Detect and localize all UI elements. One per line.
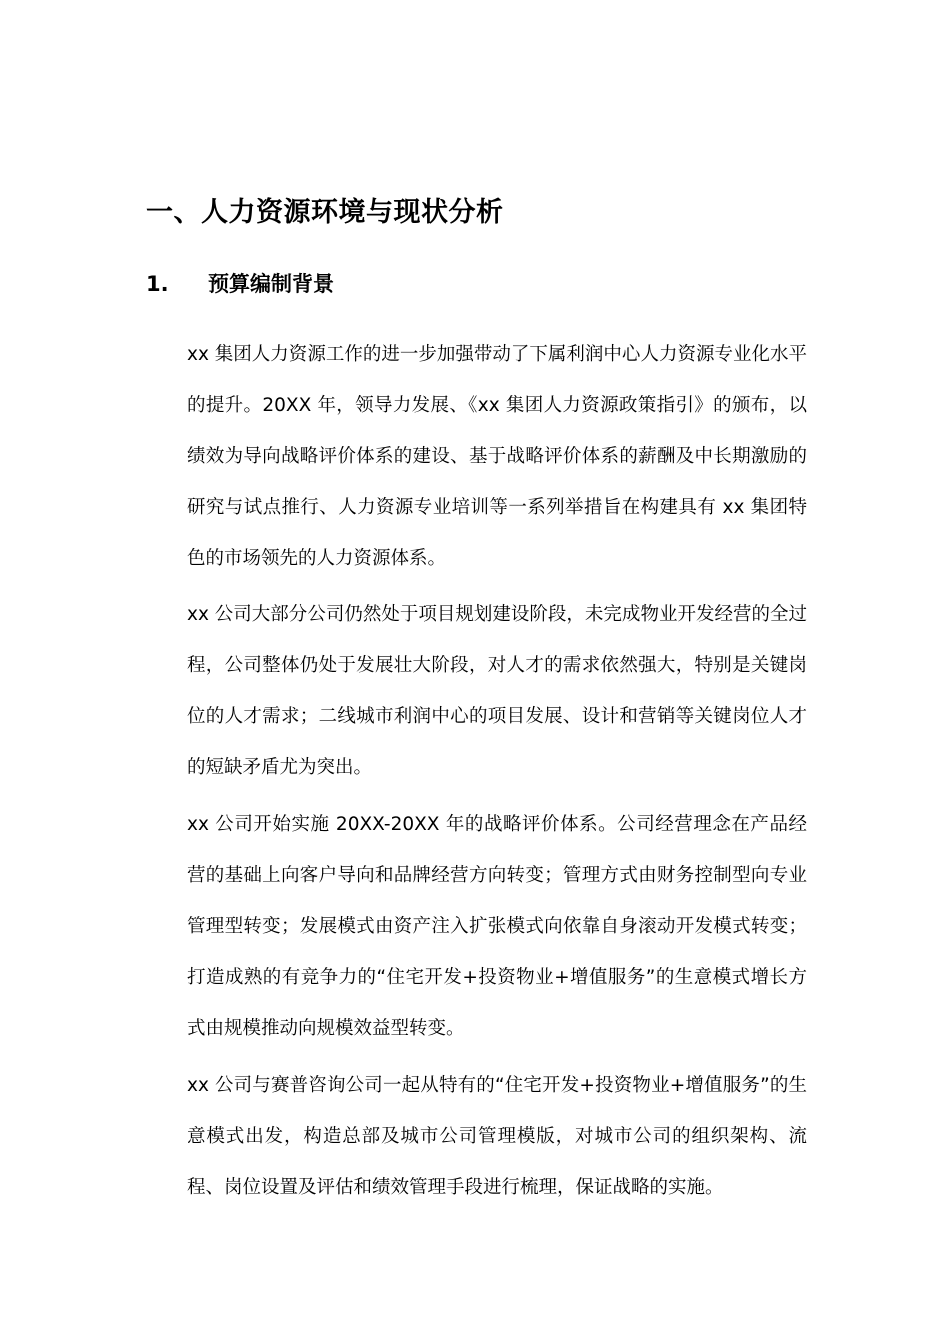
paragraph-text: xx 公司开始实施 20XX-20XX 年的战略评价体系。公司经营理念在产品经营的基础上向客户导向和品牌经营方向转变；管理方式由财务控制型向专业管理型转变；发展模式由资产注入扩张模式向依靠自身滚动开发模式转变；打造成熟的有竞争力的“住宅开发+投资物业+增值服务”的生意模式增长方式由规模推动向规模效益型转变。 [187,814,807,1039]
section-title: 一、人力资源环境与现状分析 [146,197,504,228]
paragraph-text: xx 公司大部分公司仍然处于项目规划建设阶段，未完成物业开发经营的全过程，公司整体仍处于发展壮大阶段，对人才的需求依然强大，特别是关键岗位的人才需求；二线城市利润中心的项目发展、设计和营销等关键岗位人才的短缺矛盾尤为突出。 [187,604,807,778]
paragraph-2 [187,589,807,793]
subsection-heading [146,266,334,302]
paragraph-text: xx 集团人力资源工作的进一步加强带动了下属利润中心人力资源专业化水平的提升。20XX 年，领导力发展、《xx 集团人力资源政策指引》的颁布，以绩效为导向战略评价体系的建设、基于战略评价体系的薪酬及中长期激励的研究与试点推行、人力资源专业培训等一系列举措旨在构建具有 xx 集团特色的市场领先的人力资源体系。 [187,344,807,569]
subsection-title: 预算编制背景 [208,272,334,296]
paragraph-3 [187,799,807,1054]
paragraph-1 [187,329,807,584]
paragraph-text: xx 公司与赛普咨询公司一起从特有的“住宅开发+投资物业+增值服务”的生意模式出发，构造总部及城市公司管理模版，对城市公司的组织架构、流程、岗位设置及评估和绩效管理手段进行梳理，保证战略的实施。 [187,1075,807,1198]
subsection-number: 1. [146,272,169,296]
paragraph-4 [187,1060,807,1213]
